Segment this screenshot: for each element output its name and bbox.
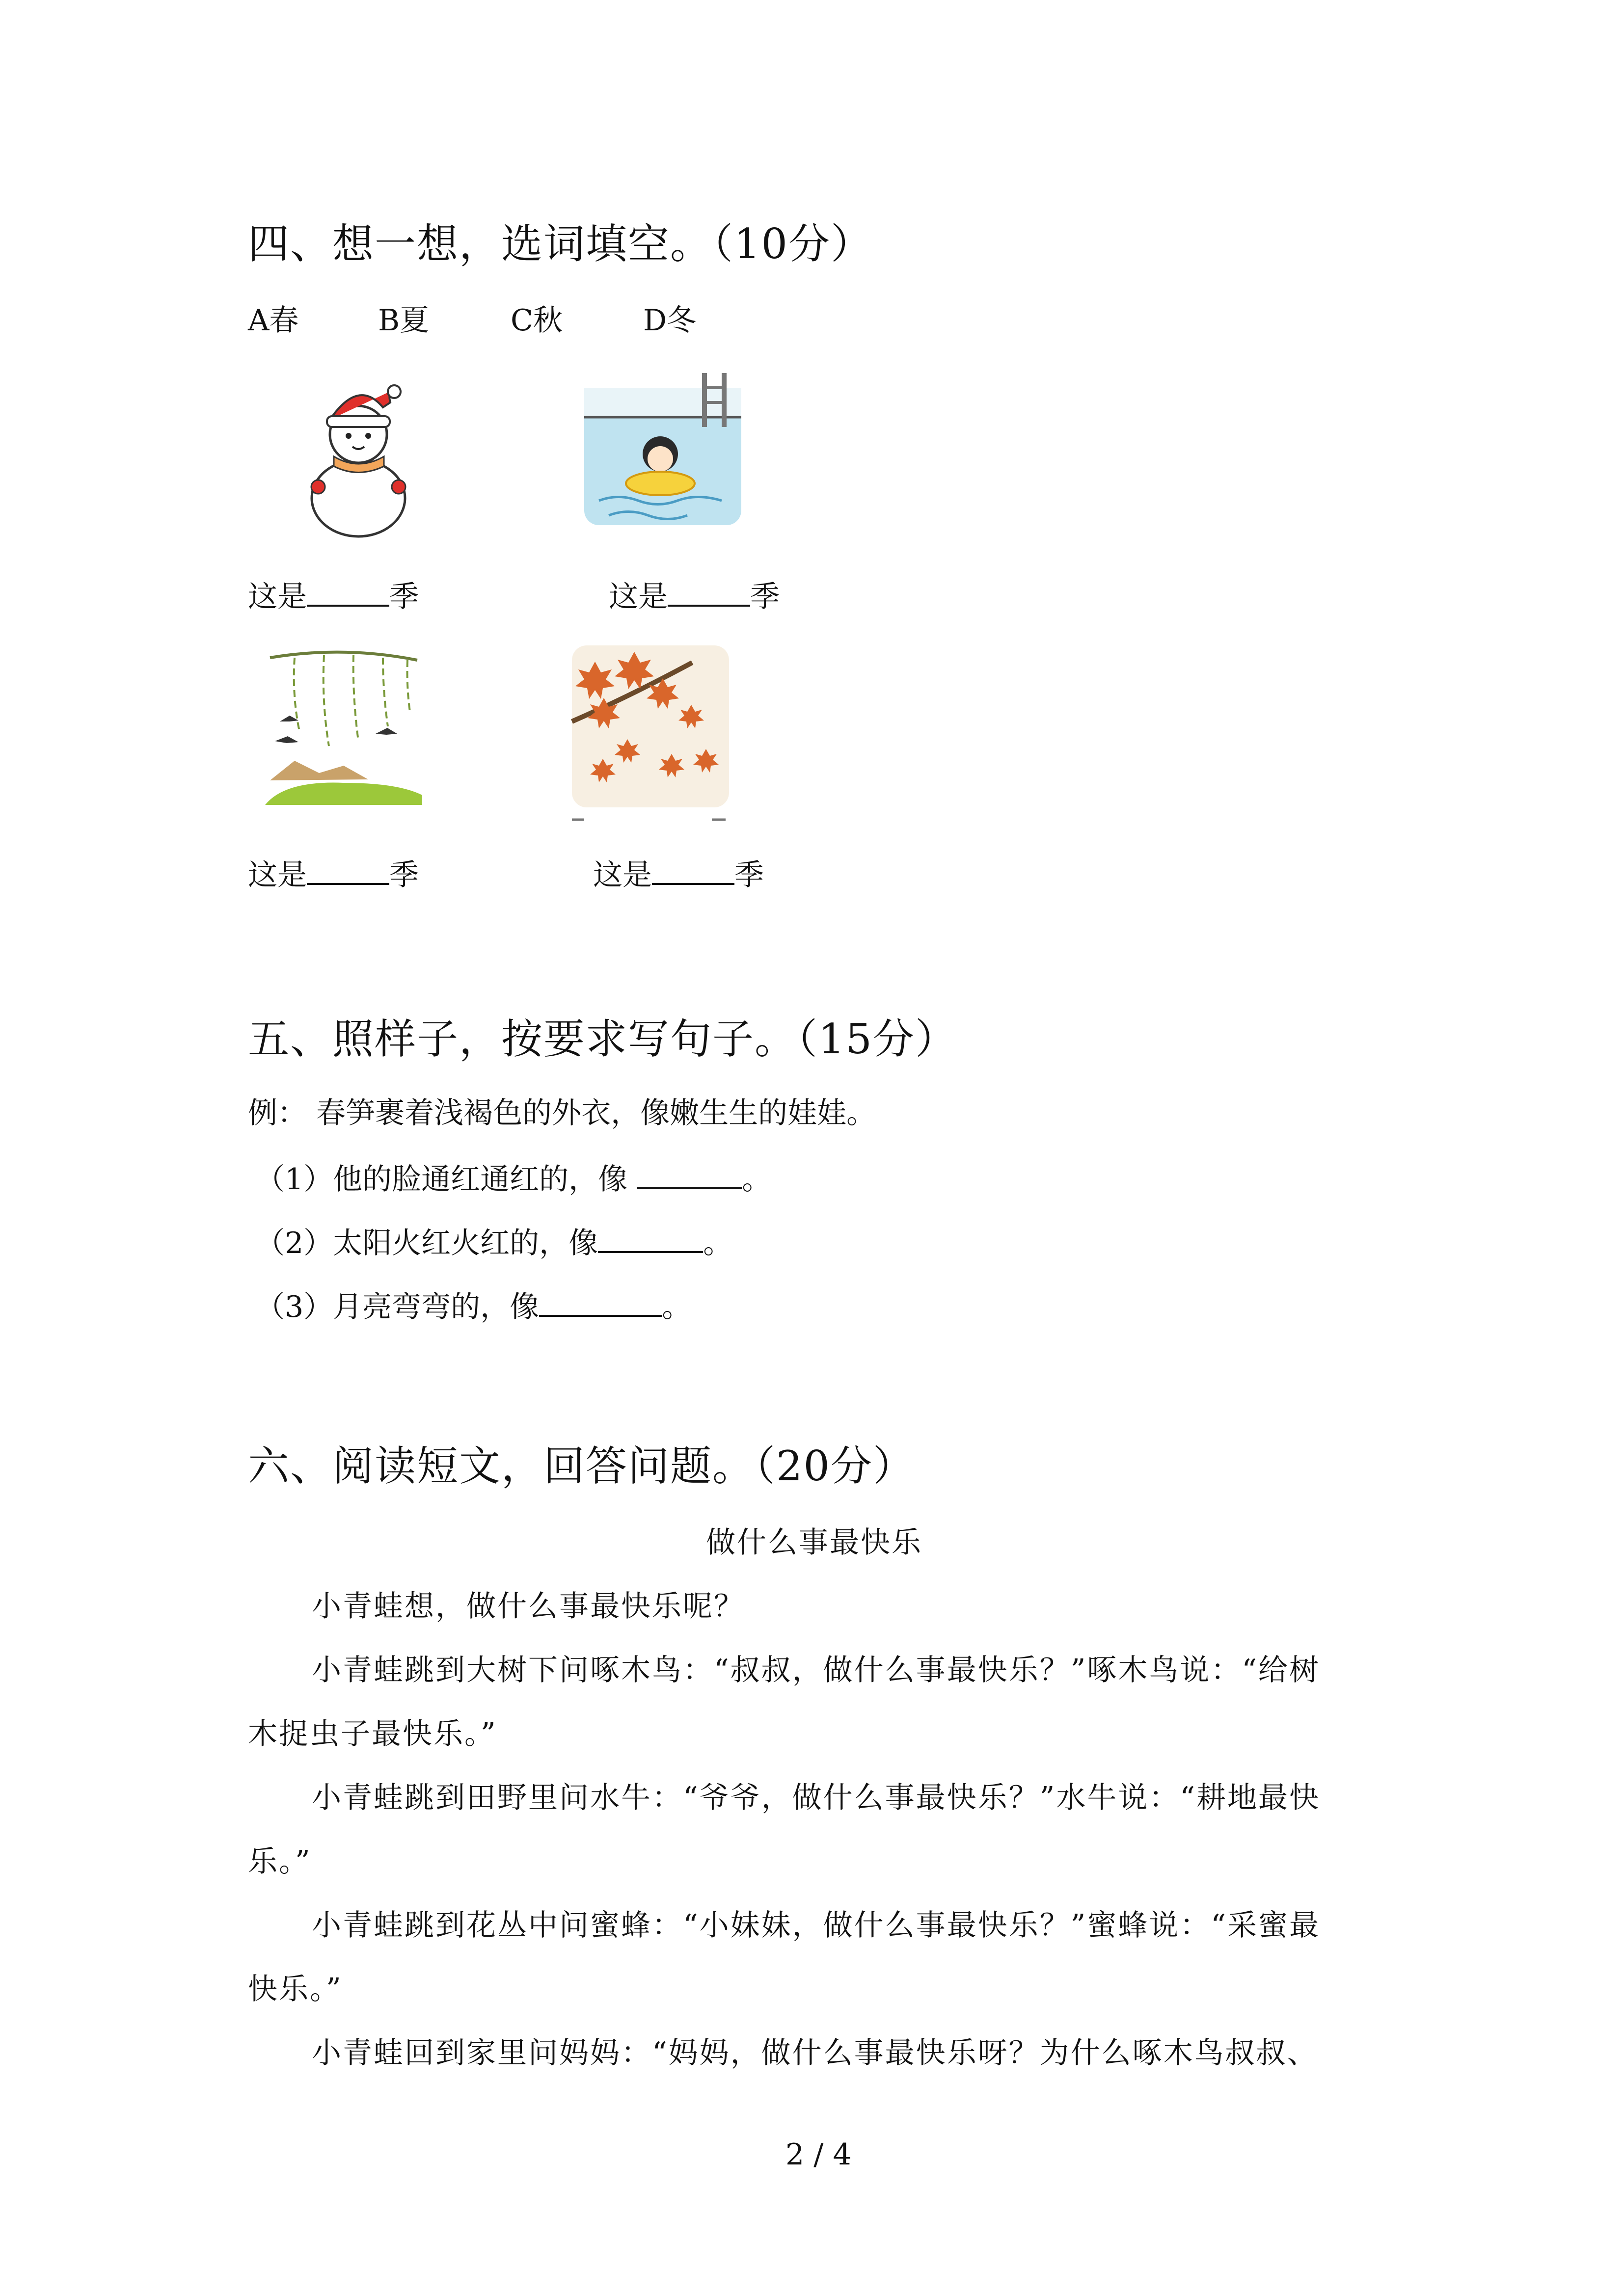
sentence-item-3 — [255, 1283, 691, 1326]
passage-line: 小青蛙回到家里问妈妈：“妈妈，做什么事最快乐呀？为什么啄木鸟叔叔、 — [312, 2036, 1318, 2070]
section5-heading: 五、照样子，按要求写句子。（15分） — [248, 1015, 957, 1063]
sentence-text: （2）太阳火红火红的，像 — [255, 1226, 598, 1260]
sentence-item-2 — [255, 1220, 732, 1262]
answer-blank[interactable] — [598, 1226, 703, 1253]
sentence-end: 。 — [662, 1290, 692, 1324]
section4-heading: 四、想一想，选词填空。（10分） — [248, 220, 873, 268]
passage-title: 做什么事最快乐 — [706, 1525, 922, 1560]
willow-swallows-icon — [265, 648, 422, 810]
option-a: A春 — [248, 303, 299, 338]
maple-leaves-icon — [569, 643, 731, 825]
page-number: 2 / 4 — [785, 2137, 852, 2172]
passage-line: 小青蛙跳到花丛中问蜜蜂：“小妹妹，做什么事最快乐？”蜜蜂说：“采蜜最 — [312, 1908, 1321, 1943]
caption-prefix: 这是 — [609, 580, 668, 614]
answer-blank[interactable] — [637, 1162, 742, 1189]
caption-prefix: 这是 — [248, 580, 307, 614]
sentence-end: 。 — [703, 1226, 733, 1260]
sentence-item-1 — [255, 1156, 771, 1198]
answer-blank[interactable] — [652, 857, 734, 885]
passage-line: 小青蛙跳到田野里问水牛：“爷爷，做什么事最快乐？”水牛说：“耕地最快 — [312, 1781, 1321, 1815]
passage-line: 小青蛙想，做什么事最快乐呢？ — [312, 1589, 745, 1624]
sentence-text: （1）他的脸通红通红的，像 — [255, 1162, 637, 1197]
caption-1 — [248, 573, 419, 615]
sentence-text: （3）月亮弯弯的，像 — [255, 1290, 540, 1324]
caption-prefix: 这是 — [593, 858, 652, 892]
passage-line: 木捉虫子最快乐。” — [248, 1717, 497, 1751]
example-sentence: 例： 春笋裹着浅褐色的外衣，像嫩生生的娃娃。 — [248, 1096, 876, 1130]
section6-heading: 六、阅读短文，回答问题。（20分） — [248, 1442, 915, 1490]
answer-blank[interactable] — [539, 1289, 662, 1317]
passage-line: 快乐。” — [248, 1972, 343, 2006]
caption-2 — [609, 573, 780, 615]
option-d: D冬 — [643, 303, 697, 338]
passage-line: 乐。” — [248, 1844, 312, 1879]
sentence-end: 。 — [742, 1162, 772, 1197]
answer-blank[interactable] — [668, 579, 750, 607]
caption-prefix: 这是 — [248, 858, 307, 892]
swimming-girl-icon — [579, 368, 746, 530]
option-b: B夏 — [378, 303, 430, 338]
passage-line: 小青蛙跳到大树下问啄木鸟：“叔叔，做什么事最快乐？”啄木鸟说：“给树 — [312, 1653, 1321, 1687]
option-c: C秋 — [511, 303, 563, 338]
caption-4 — [593, 852, 764, 894]
caption-suffix: 季 — [734, 858, 764, 892]
answer-blank[interactable] — [307, 579, 389, 607]
snowman-icon — [295, 373, 422, 540]
caption-suffix: 季 — [389, 580, 419, 614]
answer-blank[interactable] — [307, 857, 389, 885]
caption-3 — [248, 852, 419, 894]
caption-suffix: 季 — [389, 858, 419, 892]
caption-suffix: 季 — [750, 580, 780, 614]
